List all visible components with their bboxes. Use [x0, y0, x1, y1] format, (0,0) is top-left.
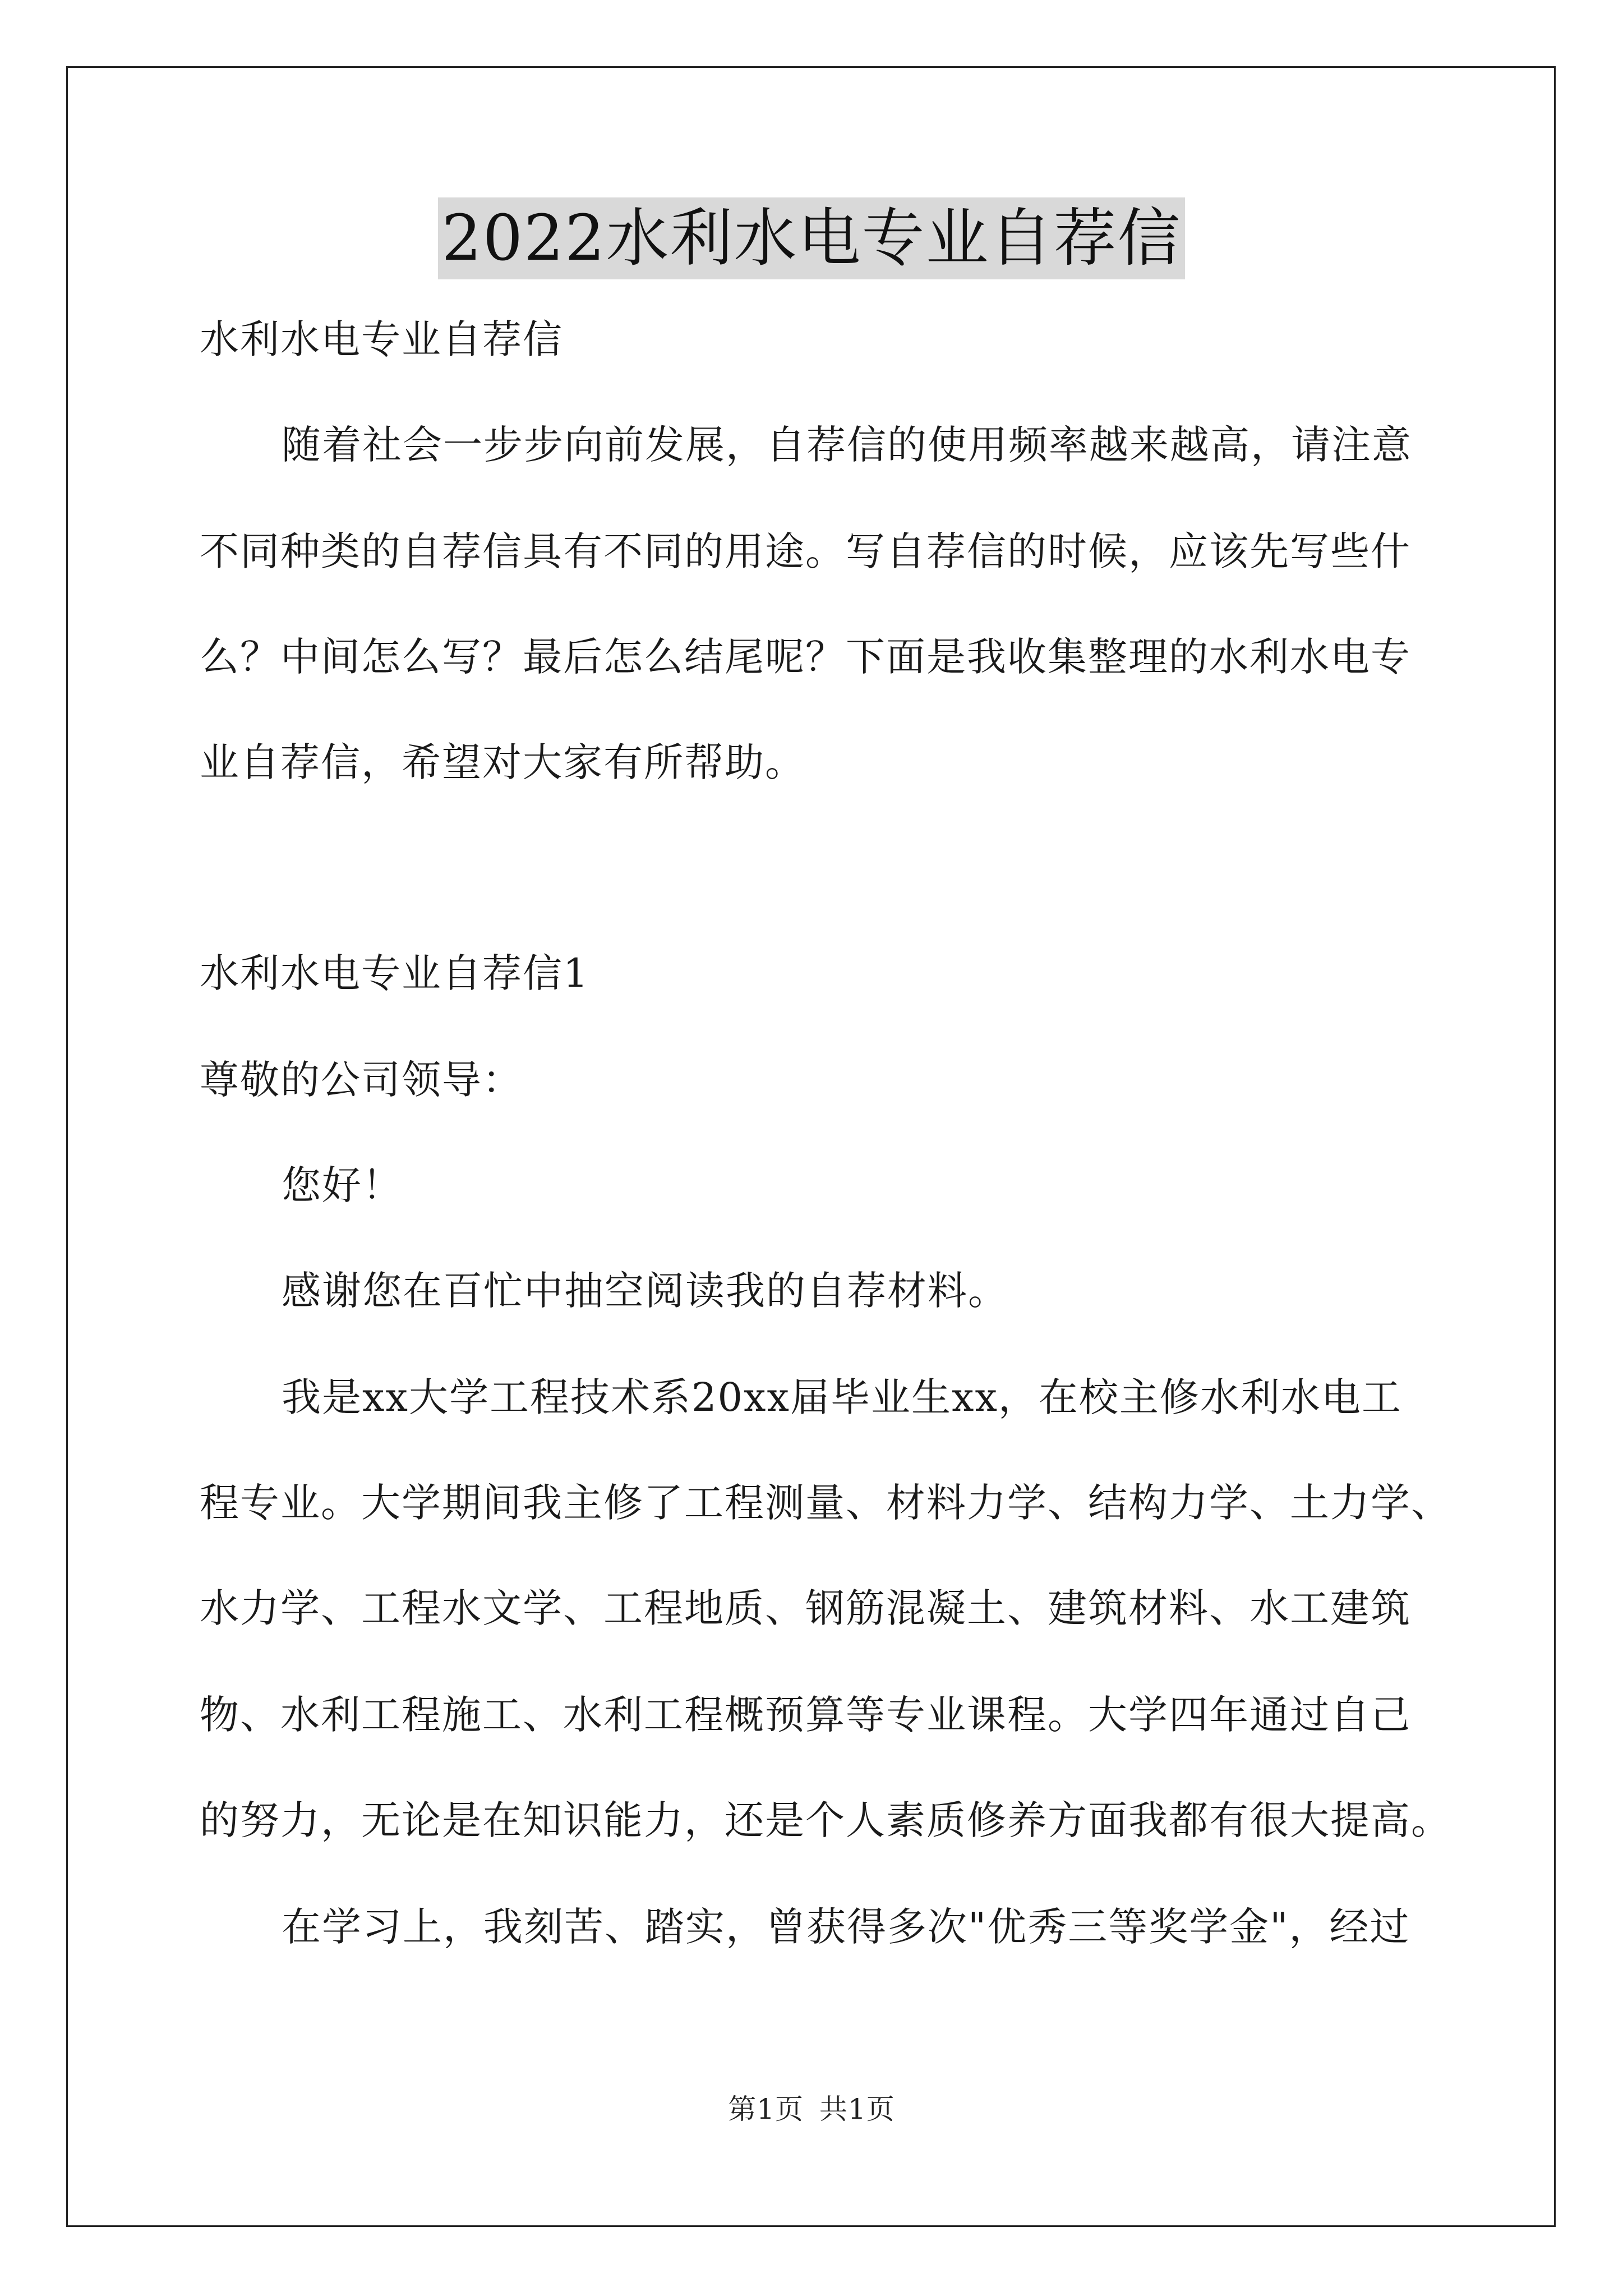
paragraph-line: 程专业。大学期间我主修了工程测量、材料力学、结构力学、土力学、 — [200, 1480, 1451, 1526]
paragraph-line: 感谢您在百忙中抽空阅读我的自荐材料。 — [282, 1268, 1008, 1314]
paragraph-line: 业自荐信，希望对大家有所帮助。 — [200, 739, 805, 785]
greeting: 您好！ — [282, 1162, 403, 1208]
paragraph-line: 么？中间怎么写？最后怎么结尾呢？下面是我收集整理的水利水电专 — [200, 634, 1411, 680]
paragraph-line: 物、水利工程施工、水利工程概预算等专业课程。大学四年通过自己 — [200, 1692, 1411, 1738]
paragraph-line: 在学习上，我刻苦、踏实，曾获得多次"优秀三等奖学金"，经过 — [282, 1904, 1410, 1950]
section-heading: 水利水电专业自荐信 — [200, 316, 563, 362]
paragraph-line: 随着社会一步步向前发展，自荐信的使用频率越来越高，请注意 — [282, 422, 1412, 468]
section-heading: 水利水电专业自荐信1 — [200, 950, 589, 996]
paragraph-line: 水力学、工程水文学、工程地质、钢筋混凝土、建筑材料、水工建筑 — [200, 1585, 1411, 1631]
paragraph-line: 我是xx大学工程技术系20xx届毕业生xx，在校主修水利水电工 — [282, 1374, 1402, 1420]
paragraph-line: 的努力，无论是在知识能力，还是个人素质修养方面我都有很大提高。 — [200, 1797, 1451, 1843]
salutation: 尊敬的公司领导： — [200, 1057, 523, 1103]
page-number: 第1页 — [728, 2093, 804, 2125]
document-title: 2022水利水电专业自荐信 — [438, 197, 1184, 279]
page-footer — [0, 2091, 1623, 2127]
paragraph-line: 不同种类的自荐信具有不同的用途。写自荐信的时候，应该先写些什 — [200, 528, 1411, 574]
page-total: 共1页 — [819, 2093, 895, 2125]
title-container — [0, 197, 1623, 279]
